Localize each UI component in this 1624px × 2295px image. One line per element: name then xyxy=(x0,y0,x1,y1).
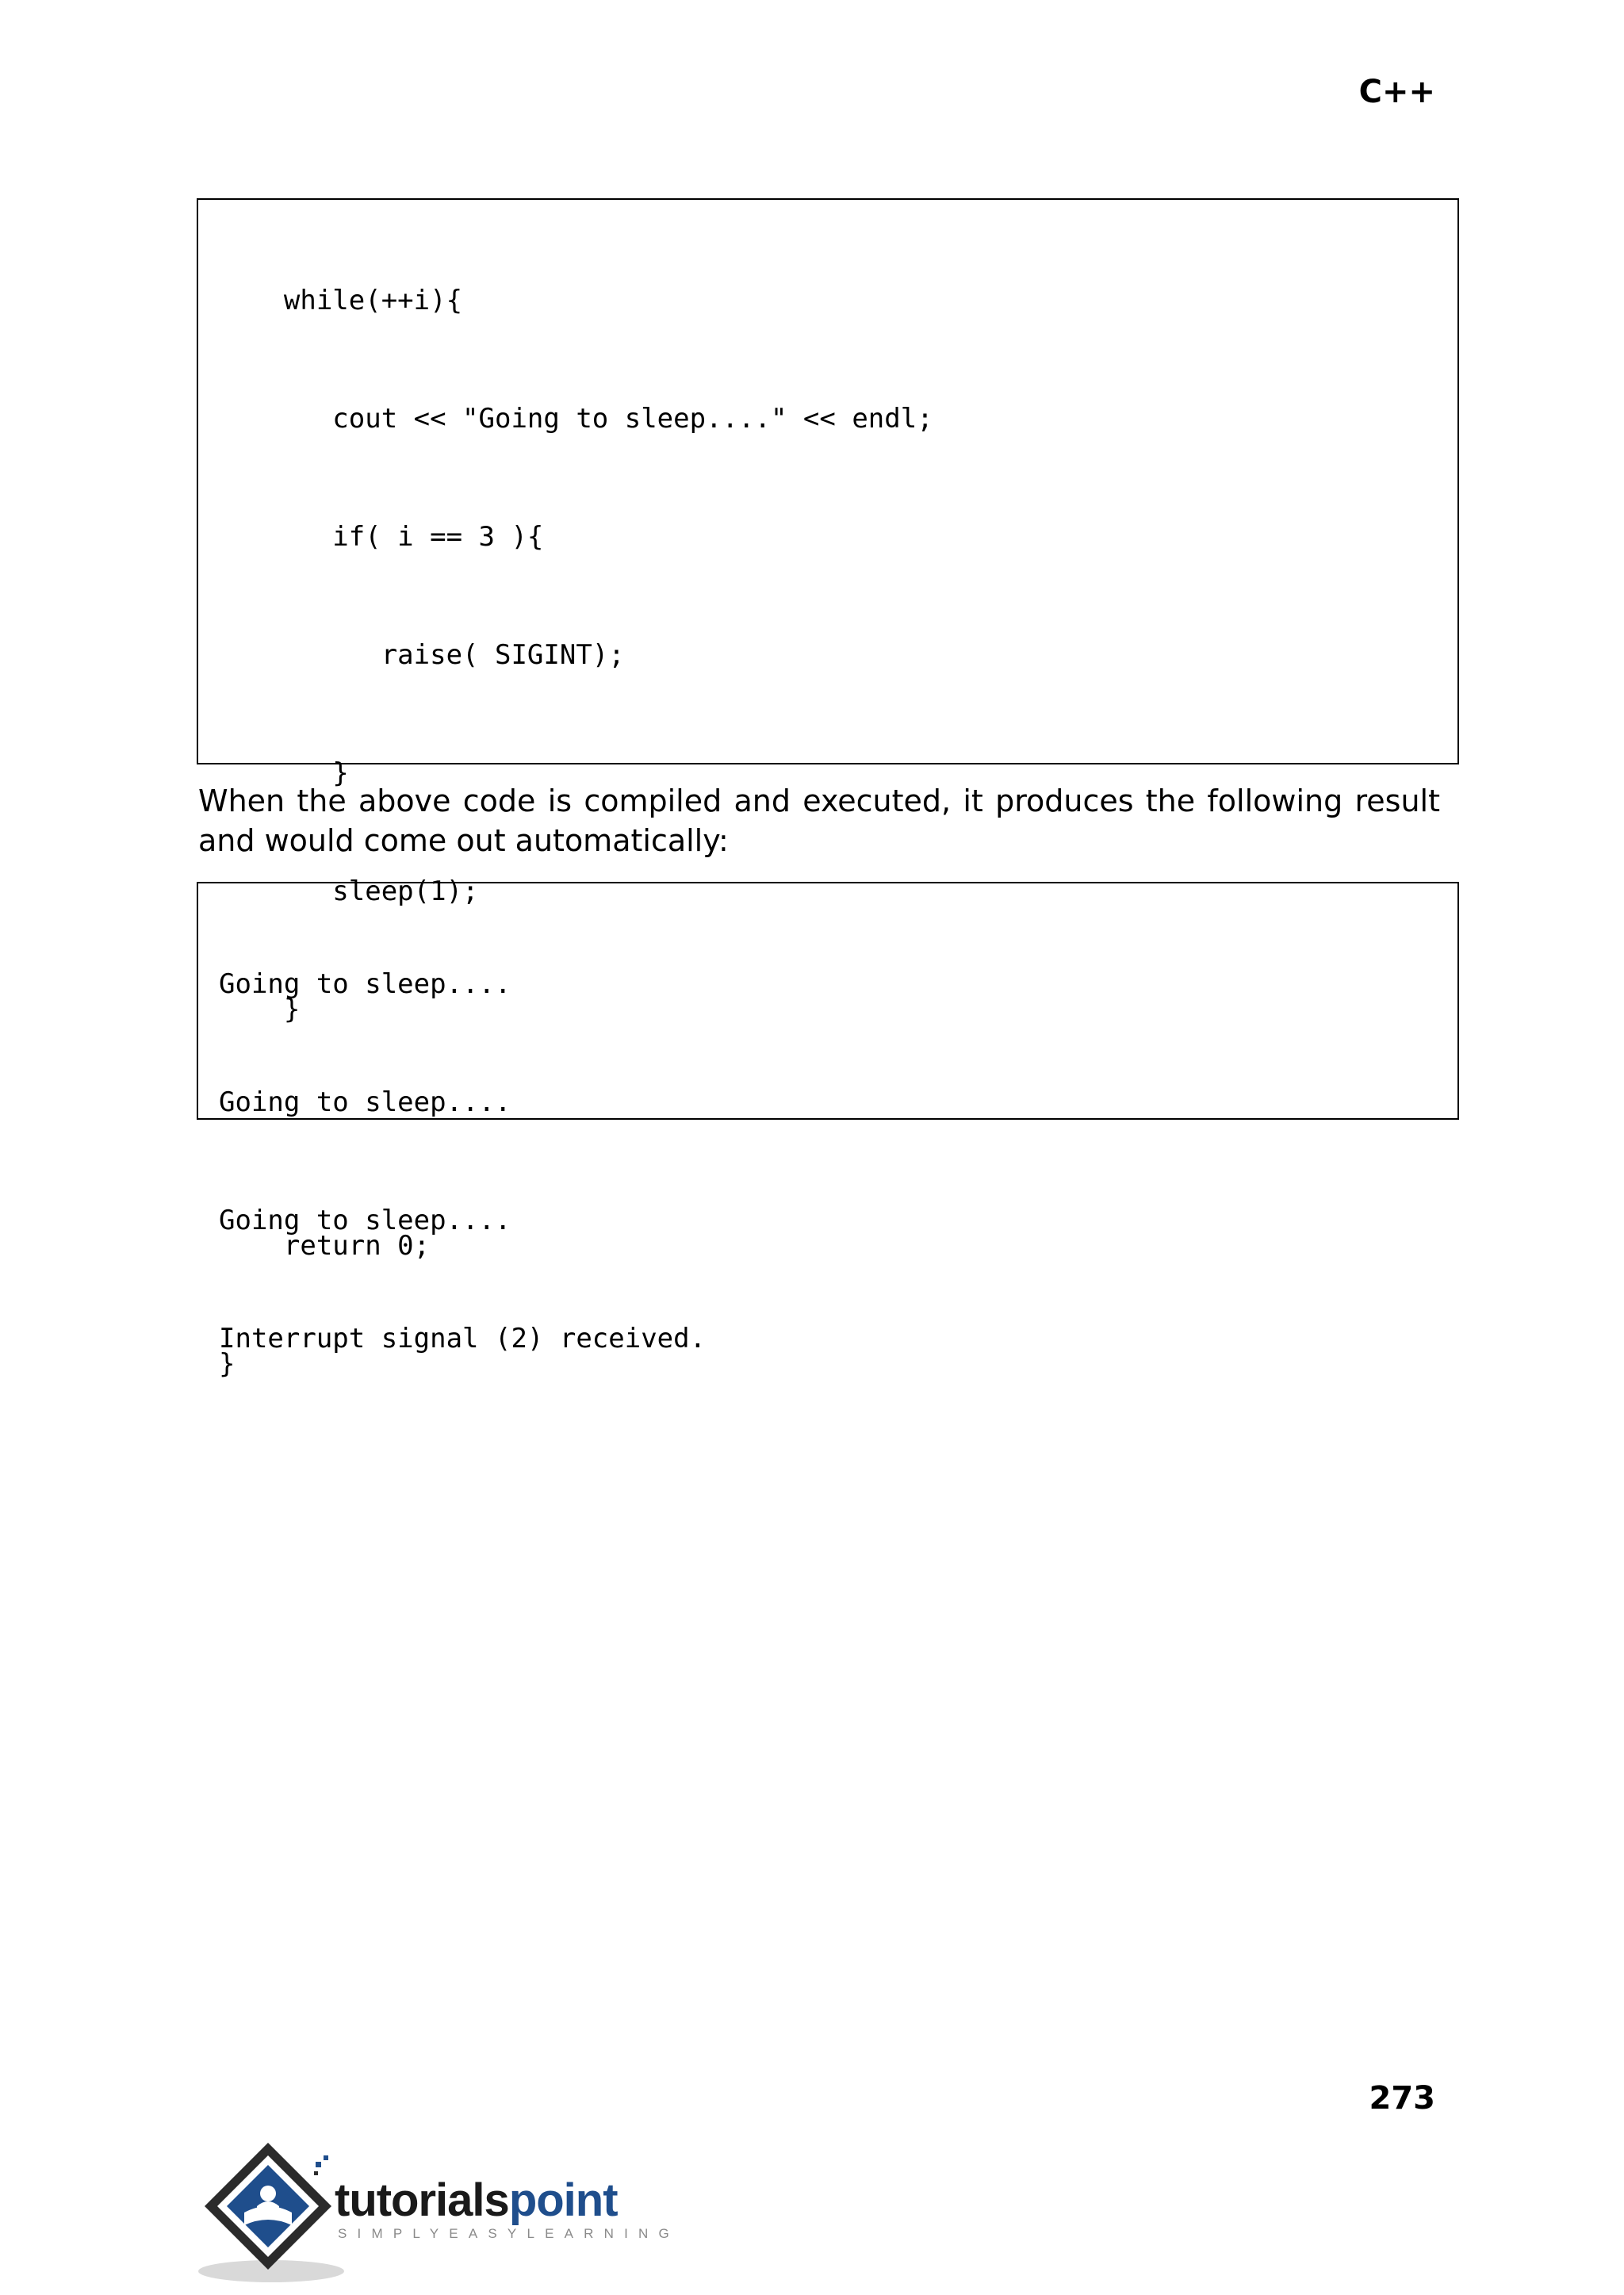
code-line: cout << "Going to sleep...." << endl; xyxy=(219,403,933,435)
code-line: sleep(1); xyxy=(219,875,479,907)
code-line: } xyxy=(219,757,349,789)
output-line: Going to sleep.... xyxy=(219,968,511,1000)
output-line: Interrupt signal (2) received. xyxy=(219,1323,707,1354)
logo-wordmark: tutorialspoint xyxy=(335,2174,618,2226)
tutorialspoint-logo xyxy=(195,2138,687,2289)
code-line: if( i == 3 ){ xyxy=(219,521,544,553)
output-line: Going to sleep.... xyxy=(219,1086,511,1118)
code-line: raise( SIGINT); xyxy=(219,639,625,671)
code-line: } xyxy=(219,1348,236,1380)
body-paragraph: When the above code is compiled and executed, it produces the following result and would come out automatically: xyxy=(198,784,1440,858)
output-line: Going to sleep.... xyxy=(219,1205,511,1236)
code-line: } xyxy=(219,994,301,1025)
code-line: return 0; xyxy=(219,1230,431,1262)
page-number: 273 xyxy=(1369,2080,1435,2117)
code-line: while(++i){ xyxy=(219,285,463,316)
logo-tagline: SIMPLYEASYLEARNING xyxy=(338,2226,680,2241)
header-title: C++ xyxy=(1358,74,1435,110)
